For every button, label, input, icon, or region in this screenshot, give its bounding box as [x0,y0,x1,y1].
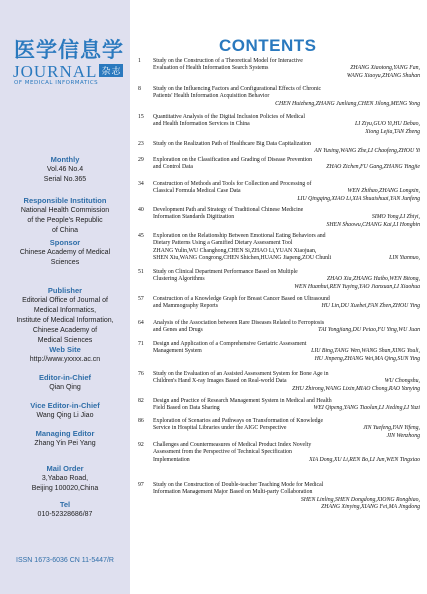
article-title-line: Patients' Health Information Acquisition Behavior [153,93,270,100]
toc-entry[interactable] [138,86,420,108]
article-title-line: Exploration on the Classification and Grading of Disease Prevention [153,157,313,163]
frequency: Monthly [50,155,80,164]
issue-info [0,155,130,185]
masthead-block [0,500,130,520]
article-title-line: and Health Information Services in China [153,121,250,128]
toc-entry[interactable] [138,141,420,156]
masthead-block [0,401,130,421]
page-number: 97 [138,482,144,488]
toc-entry[interactable] [138,296,420,311]
masthead-heading: Responsible Institution [23,196,107,205]
journal-sidebar [0,0,130,594]
article-title-line: Study on the Influencing Factors and Configurational Effects of Chronic [153,86,322,92]
page-number: 71 [138,341,144,347]
article-title-line: SHEN Xiu,WANG Congrong,CHEN Shichen,HUANG Jiapeng,ZOU Chunli [153,254,332,261]
page-number: 40 [138,207,144,213]
article-title-line: Study on the Construction of Double-teacher Teaching Mode for Medical [153,482,324,488]
masthead-line: of China [51,227,79,234]
article-authors: ZHAO Zichen,FU Gang,ZHANG Yingjie [326,164,420,171]
page-number: 29 [138,157,144,163]
article-title-line: Development Path and Strategy of Traditional Chinese Medicine [153,207,304,213]
article-title-line: Study on the Construction of a Theoretical Model for Interactive [153,58,303,64]
article-authors: ZHANG Xinying,XIANG Fei,MA Jingdong [321,503,420,510]
page-number: 57 [138,296,144,302]
page-number: 45 [138,233,144,239]
page-number: 23 [138,141,144,147]
article-title-line: Challenges and Countermeasures of Medical Product Index Novelty [153,442,312,448]
toc-entry[interactable] [138,320,420,335]
article-authors: Xiong Lejia,TAN Zheng [365,128,420,135]
article-authors: WANG Xiaoyu,ZHANG Shuhan [346,72,420,79]
article-authors: WEI Qipeng,YANG Tiaolan,LI Jieding,LI Yuzi [313,405,420,412]
masthead-line: Beijing 100020,China [31,485,99,492]
article-authors: SHEN Linling,SHEN Dongdong,XIONG Rongbiao, [300,496,420,503]
masthead-line: Qian Qing [49,384,81,391]
logo-word: JOURNAL [13,62,98,81]
masthead-line: Medical Informatics, [33,307,97,314]
article-title-line: and Genes and Drugs [153,327,203,334]
toc-entry[interactable] [138,341,420,363]
page-number: 51 [138,269,144,275]
masthead-line: Editorial Office of Journal of [22,297,108,304]
article-authors: ZHANG Xiaotong,YANG Fan, [350,65,420,72]
article-title-line: Exploration on the Relationship Between Emotional Eating Behaviors and [153,233,326,239]
article-authors: SHEN Shaowu,CHANG Kai,LI Hongbin [326,221,420,228]
article-authors: AN Yuxing,WANG Zhe,LI Chaofeng,ZHOU Yi [314,148,420,155]
article-authors: WEN Zhihao,ZHANG Longxin, [347,188,420,195]
article-authors: WEN Huanhui,REN Yuying,YAO Jianxuan,LI Xiaohua [294,283,420,290]
page-number: 82 [138,398,144,404]
masthead-line: Zhang Yin Pei Yang [34,440,96,447]
masthead-block [0,464,130,494]
article-title-line: Exploration of Scenarios and Pathways on Transformation of Knowledge [153,418,324,424]
masthead-line: 3,Yabao Road, [41,475,89,482]
article-title-line: Study on the Evaluation of an Assisted Assessment System for Bone Age in [153,371,329,377]
masthead-heading: Tel [59,500,71,509]
volume-number: Vol.46 No.4 [46,166,84,173]
page-number: 76 [138,371,144,377]
masthead-heading: Sponsor [49,238,81,247]
page-number: 92 [138,442,144,448]
page-number: 8 [138,86,141,92]
article-title-line: Design and Practice of Research Management System in Medical and Health [153,398,332,404]
article-title-line: Study on the Realization Path of Healthcare Big Data Capitalization [153,141,311,147]
article-authors: TAI Yongjiang,DU Peiao,FU Ying,WU Juan [318,327,420,334]
masthead-heading: Web Site [49,345,81,354]
article-title-line: Dietary Patterns Using a Gamified Dietary Assessment Tool [153,240,293,247]
journal-logo-subtitle: OF MEDICAL INFORMATICS [14,80,99,86]
toc-entry[interactable] [138,157,420,172]
article-authors: ZHU Zhirong,WANG Lixin,MIAO Chong,RAO Yanying [292,385,420,392]
article-title-line: Assessment from the Perspective of Technical Specification [153,449,292,456]
page-number: 34 [138,181,144,187]
article-title-line: Information Management Major Based on Multi-party Collaboration [153,489,313,496]
toc-entry[interactable] [138,398,420,413]
masthead-block [0,286,130,346]
masthead-block [0,345,130,365]
article-title-line: Clustering Algorithms [153,276,205,283]
masthead-line: http://www.yxxxx.ac.cn [29,356,101,363]
toc-entry[interactable] [138,207,420,229]
page-number: 64 [138,320,144,326]
journal-logo-chinese: 医学信息学 [14,38,124,62]
masthead-heading: Managing Editor [35,429,95,438]
article-authors: XIA Dong,XU Li,REN Bo,LI Jun,WEN Tingxiao [309,456,420,463]
toc-entry[interactable] [138,418,420,440]
masthead-heading: Mail Order [46,464,84,473]
article-title-line: ZHANG Yulin,WU Changhong,CHEN Si,ZHAO Li,YUAN Xiaojuan, [153,247,317,254]
article-authors: WU Chongshu, [384,378,420,385]
toc-entry[interactable] [138,114,420,136]
masthead-block [0,196,130,236]
article-authors: SIMO Yong,LI Zhiyi, [371,214,420,221]
article-title-line: and Mammography Reports [153,303,219,310]
toc-entry[interactable] [138,269,420,291]
article-title-line: Construction of a Knowledge Graph for Breast Cancer Based on Ultrasound [153,296,330,302]
masthead-line: National Health Commission [20,207,110,214]
masthead-heading: Publisher [47,286,83,295]
issn: ISSN 1673-6036 [16,557,68,564]
issn-block [0,556,130,566]
article-authors: JIN Yuefeng,FAN Yifeng, [363,425,420,432]
masthead-block [0,429,130,449]
masthead-line: of the People's Republic [27,217,103,224]
article-title-line: Evaluation of Health Information Search Systems [153,65,269,72]
article-authors: LIU Bing,TANG Wen,WANG Shan,XING Youli, [311,348,420,355]
journal-logo-english [13,62,123,82]
article-title-line: Study on Clinical Department Performance Based on Multiple [153,269,298,275]
article-authors: LIU Qingqing,XIAO Li,XIA Shuaishuai,YAN Junfeng [297,195,420,202]
cn-number: CN 11-5447/R [69,557,114,564]
article-title-line: Service in Hospital Libraries under the AIGC Perspective [153,425,287,432]
masthead-line: Chinese Academy of [32,327,98,334]
article-authors: CHEN Huizheng,ZHANG Junliang,CHEN Jilong,MENG Yong [275,100,420,107]
article-authors: LI Ziyu,GUO Yi,HU Debao, [355,121,420,128]
article-authors: HU Jinpeng,ZHANG Wei,MA Qing,SUN Ying [314,355,420,362]
masthead-block [0,238,130,268]
toc-entry[interactable] [138,233,420,262]
toc-entry[interactable] [138,181,420,203]
article-title-line: Analysis of the Association between Rare Diseases Related to Ferroptosis [153,320,325,326]
article-title-line: Construction of Methods and Tools for Collection and Processing of [153,181,312,187]
article-authors: JIN Wenzhong [386,432,420,439]
masthead-line: Sciences [50,259,80,266]
article-title-line: Management System [153,348,202,355]
logo-badge: 杂志 [101,66,122,76]
article-title-line: Field Based on Data Sharing [153,405,220,412]
masthead-heading: Editor-in-Chief [38,373,92,382]
article-authors: LIN Yiannuo, [389,254,420,261]
article-title-line: Implementation [153,456,190,463]
page-number: 1 [138,58,141,64]
toc-entry[interactable] [138,482,420,511]
article-authors: ZHAO Xia,ZHANG Haibo,WEN Bitong, [326,276,420,283]
masthead-line: Medical Sciences [37,337,93,344]
masthead-line: Chinese Academy of Medical [19,249,111,256]
masthead-heading: Vice Editor-in-Chief [30,401,100,410]
masthead-line: Wang Qing Li Jiao [36,412,94,419]
serial-number: Serial No.365 [43,176,87,183]
article-title-line: Design and Application of a Comprehensive Geriatric Assessment [153,341,307,347]
article-title-line: Classical Formula Medical Case Data [153,188,241,195]
toc-entry[interactable] [138,442,420,464]
article-title-line: Quantitative Analysis of the Digital Inclusion Policies of Medical [153,114,305,120]
article-title-line: and Control Data [153,164,193,171]
page-number: 15 [138,114,144,120]
article-authors: HU Lin,DU Xuebei,FAN Zhen,ZHOU Ying [321,303,420,310]
masthead-block [0,373,130,393]
toc-entry[interactable] [138,58,420,80]
toc-entry[interactable] [138,371,420,393]
page-number: 86 [138,418,144,424]
article-title-line: Information Standards Digitization [153,214,235,221]
masthead-line: Institute of Medical Information, [16,317,114,324]
article-title-line: Children's Hand X-ray Images Based on Real-world Data [153,378,287,385]
contents-title: CONTENTS [219,36,317,55]
masthead-line: 010-52328686/87 [37,511,93,518]
